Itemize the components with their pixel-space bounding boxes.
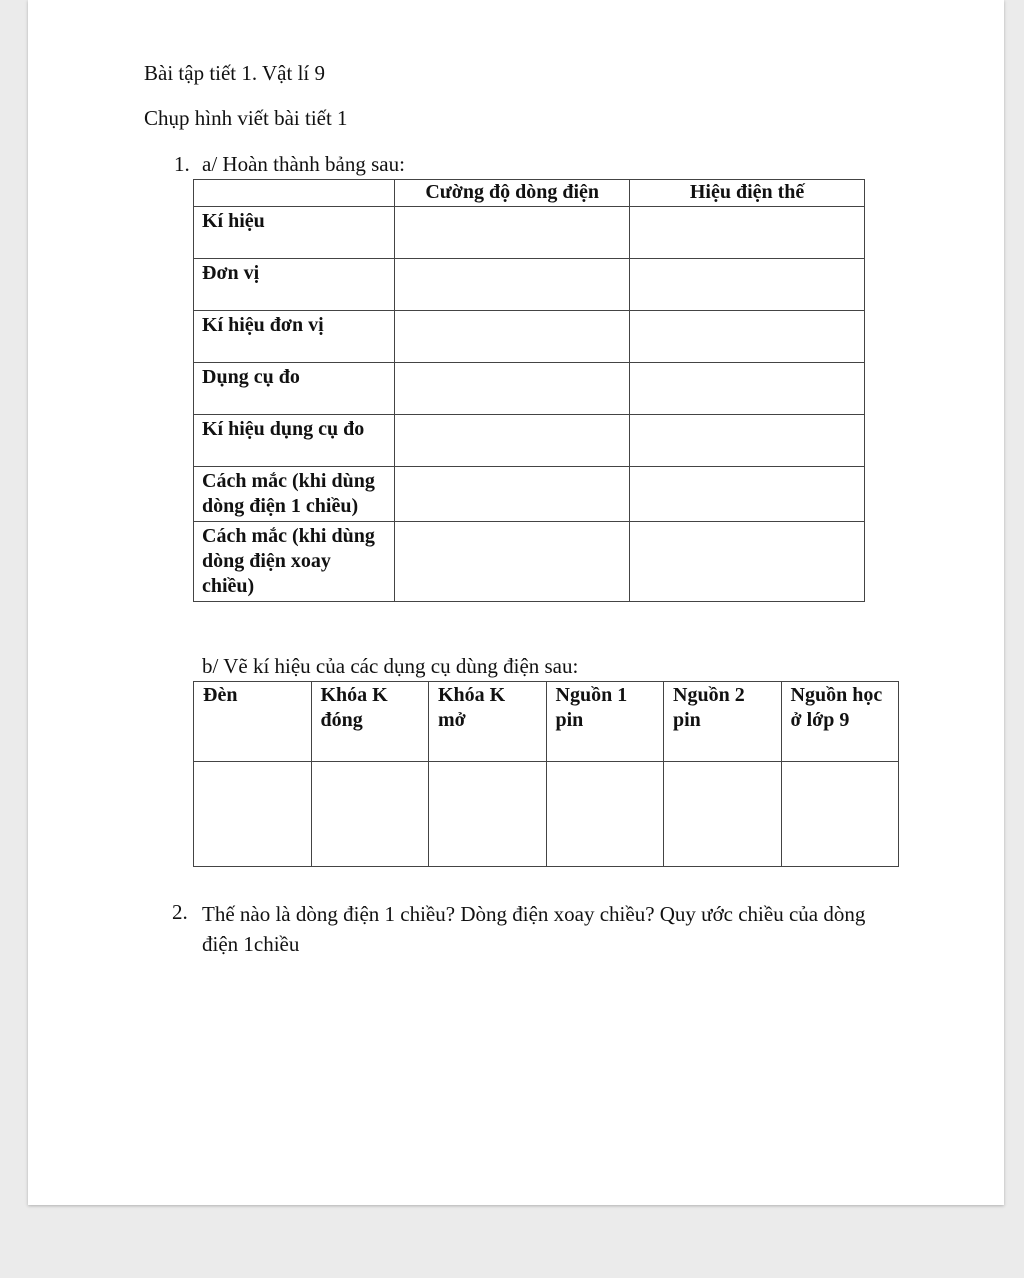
table-b-header-2-cell-source: Nguồn 2 pin <box>664 682 782 762</box>
table-a-cell <box>630 467 865 522</box>
question-1b-prompt: b/ Vẽ kí hiệu của các dụng cụ dùng điện sau: <box>202 654 579 678</box>
table-row <box>194 363 865 415</box>
table-a-cell <box>395 259 630 311</box>
table-b <box>193 681 899 867</box>
document-title: Bài tập tiết 1. Vật lí 9 <box>144 61 326 85</box>
table-row <box>194 259 865 311</box>
table-b-cell <box>781 762 899 867</box>
table-row <box>194 522 865 602</box>
document-page <box>28 0 1004 1205</box>
table-a-cell <box>630 311 865 363</box>
question-2-number: 2. <box>172 900 188 924</box>
table-row <box>194 415 865 467</box>
table-a-cell <box>395 363 630 415</box>
table-a-row-label: Dụng cụ đo <box>194 363 395 415</box>
table-row <box>194 207 865 259</box>
table-a-header-empty <box>194 180 395 207</box>
table-a-header-row <box>194 180 865 207</box>
table-b-cell <box>429 762 547 867</box>
table-b-header-1-cell-source: Nguồn 1 pin <box>546 682 664 762</box>
table-a-row-label: Cách mắc (khi dùng dòng điện 1 chiều) <box>194 467 395 522</box>
table-b-header-row <box>194 682 899 762</box>
table-row <box>194 311 865 363</box>
table-a-cell <box>395 467 630 522</box>
table-b-header-lamp: Đèn <box>194 682 312 762</box>
table-a <box>193 179 865 602</box>
table-b-cell <box>194 762 312 867</box>
table-b-header-switch-open: Khóa K mở <box>429 682 547 762</box>
question-2-text: Thế nào là dòng điện 1 chiều? Dòng điện xoay chiều? Quy ước chiều của dòng điện 1chiều <box>202 902 866 956</box>
table-row <box>194 467 865 522</box>
table-b-cell <box>546 762 664 867</box>
table-a-cell <box>395 522 630 602</box>
table-a-row-label: Đơn vị <box>194 259 395 311</box>
table-a-row-label: Kí hiệu dụng cụ đo <box>194 415 395 467</box>
table-row <box>194 762 899 867</box>
table-a-cell <box>630 207 865 259</box>
table-a-cell <box>630 259 865 311</box>
table-a-row-label: Cách mắc (khi dùng dòng điện xoay chiều) <box>194 522 395 602</box>
table-b-header-switch-closed: Khóa K đóng <box>311 682 429 762</box>
table-a-cell <box>395 415 630 467</box>
table-a-header-current: Cường độ dòng điện <box>395 180 630 207</box>
table-a-cell <box>630 363 865 415</box>
table-a-cell <box>630 415 865 467</box>
table-b-header-grade9-source: Nguồn học ở lớp 9 <box>781 682 899 762</box>
table-a-row-label: Kí hiệu <box>194 207 395 259</box>
table-b-cell <box>311 762 429 867</box>
table-a-cell <box>395 311 630 363</box>
table-b-cell <box>664 762 782 867</box>
table-a-cell <box>630 522 865 602</box>
table-a-header-voltage: Hiệu điện thế <box>630 180 865 207</box>
document-subtitle: Chụp hình viết bài tiết 1 <box>144 106 348 130</box>
question-1a-prompt: a/ Hoàn thành bảng sau: <box>202 152 405 176</box>
question-1-number: 1. <box>174 152 190 176</box>
table-a-cell <box>395 207 630 259</box>
table-a-row-label: Kí hiệu đơn vị <box>194 311 395 363</box>
